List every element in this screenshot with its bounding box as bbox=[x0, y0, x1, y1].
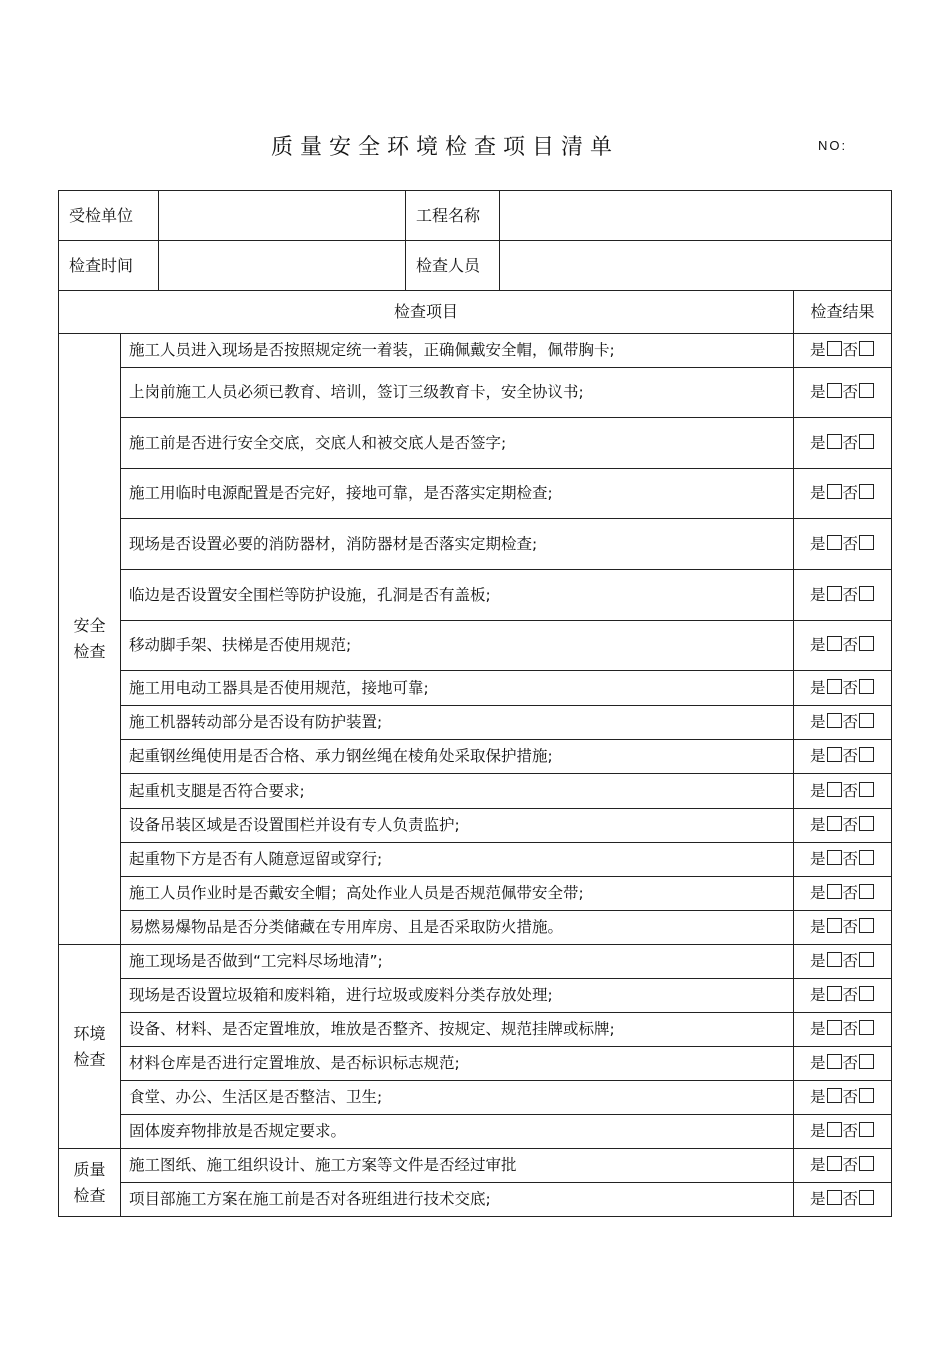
category-label-line1: 安全 bbox=[73, 616, 106, 636]
yes-checkbox[interactable] bbox=[827, 1088, 842, 1103]
no-label: 否 bbox=[842, 816, 859, 835]
yes-label: 是 bbox=[810, 1088, 826, 1107]
checklist-row bbox=[59, 418, 892, 469]
checklist-item-text: 施工前是否进行安全交底，交底人和被交底人是否签字; bbox=[121, 418, 794, 469]
checklist-row bbox=[59, 671, 892, 706]
yes-checkbox[interactable] bbox=[827, 1190, 842, 1205]
checklist-row bbox=[59, 469, 892, 519]
no-checkbox[interactable] bbox=[859, 1088, 874, 1103]
result-cell bbox=[794, 979, 892, 1013]
no-checkbox[interactable] bbox=[859, 816, 874, 831]
no-label: 否 bbox=[842, 1054, 859, 1073]
checklist-item-text: 施工机器转动部分是否设有防护装置; bbox=[121, 706, 794, 740]
checklist-row bbox=[59, 740, 892, 774]
checklist-row bbox=[59, 519, 892, 570]
result-cell bbox=[794, 570, 892, 621]
no-checkbox[interactable] bbox=[859, 1156, 874, 1171]
category-cell bbox=[59, 1149, 121, 1217]
no-checkbox[interactable] bbox=[859, 884, 874, 899]
checklist-item-text: 起重物下方是否有人随意逗留或穿行; bbox=[121, 843, 794, 877]
yes-checkbox[interactable] bbox=[827, 679, 842, 694]
checklist-item-text: 施工图纸、施工组织设计、施工方案等文件是否经过审批 bbox=[121, 1149, 794, 1183]
no-label: 否 bbox=[842, 433, 859, 452]
yes-label: 是 bbox=[810, 585, 826, 604]
no-checkbox[interactable] bbox=[859, 713, 874, 728]
result-cell bbox=[794, 418, 892, 469]
inspected-unit-label: 受检单位 bbox=[59, 191, 159, 241]
yes-label: 是 bbox=[810, 747, 826, 766]
no-checkbox[interactable] bbox=[859, 636, 874, 651]
inspection-time-field[interactable] bbox=[159, 241, 406, 291]
checklist-item-text: 移动脚手架、扶梯是否使用规范; bbox=[121, 621, 794, 671]
no-checkbox[interactable] bbox=[859, 747, 874, 762]
yes-checkbox[interactable] bbox=[827, 816, 842, 831]
checklist-item-text: 上岗前施工人员必须已教育、培训，签订三级教育卡，安全协议书; bbox=[121, 368, 794, 418]
project-name-field[interactable] bbox=[500, 191, 892, 241]
yes-label: 是 bbox=[810, 1122, 826, 1141]
checklist-row bbox=[59, 1013, 892, 1047]
no-checkbox[interactable] bbox=[859, 1020, 874, 1035]
yes-checkbox[interactable] bbox=[827, 1020, 842, 1035]
header-row-2 bbox=[59, 241, 892, 291]
checklist-row bbox=[59, 774, 892, 809]
result-cell bbox=[794, 1183, 892, 1217]
checklist-item-text: 材料仓库是否进行定置堆放、是否标识标志规范; bbox=[121, 1047, 794, 1081]
no-label: 否 bbox=[842, 636, 859, 655]
result-cell bbox=[794, 469, 892, 519]
result-cell bbox=[794, 1115, 892, 1149]
checklist-row bbox=[59, 1047, 892, 1081]
yes-checkbox[interactable] bbox=[827, 986, 842, 1001]
yes-checkbox[interactable] bbox=[827, 952, 842, 967]
inspected-unit-field[interactable] bbox=[159, 191, 406, 241]
no-checkbox[interactable] bbox=[859, 341, 874, 356]
result-cell bbox=[794, 1149, 892, 1183]
checklist-row bbox=[59, 809, 892, 843]
no-label: 否 bbox=[842, 534, 859, 553]
checklist-row bbox=[59, 334, 892, 368]
result-column-header: 检查结果 bbox=[794, 291, 892, 334]
category-cell bbox=[59, 334, 121, 945]
checklist-row bbox=[59, 570, 892, 621]
yes-label: 是 bbox=[810, 484, 826, 503]
yes-label: 是 bbox=[810, 341, 826, 360]
yes-label: 是 bbox=[810, 1190, 826, 1209]
project-name-label: 工程名称 bbox=[406, 191, 500, 241]
yes-checkbox[interactable] bbox=[827, 1054, 842, 1069]
no-checkbox[interactable] bbox=[859, 1054, 874, 1069]
yes-checkbox[interactable] bbox=[827, 1122, 842, 1137]
category-label-line2: 检查 bbox=[73, 1049, 106, 1069]
items-column-header: 检查项目 bbox=[59, 291, 794, 334]
no-label: 否 bbox=[842, 952, 859, 971]
checklist-item-text: 施工用临时电源配置是否完好，接地可靠，是否落实定期检查; bbox=[121, 469, 794, 519]
checklist-item-text: 食堂、办公、生活区是否整洁、卫生; bbox=[121, 1081, 794, 1115]
checklist-row bbox=[59, 911, 892, 945]
category-label-line2: 检查 bbox=[73, 642, 106, 661]
checklist-item-text: 起重钢丝绳使用是否合格、承力钢丝绳在棱角处采取保护措施; bbox=[121, 740, 794, 774]
serial-number-label: NO: bbox=[818, 138, 848, 153]
yes-label: 是 bbox=[810, 918, 826, 937]
no-label: 否 bbox=[842, 781, 859, 800]
yes-checkbox[interactable] bbox=[827, 586, 842, 601]
header-row-1 bbox=[59, 191, 892, 241]
checklist-item-text: 施工用电动工器具是否使用规范，接地可靠; bbox=[121, 671, 794, 706]
category-label-line1: 质量 bbox=[73, 1159, 106, 1179]
checklist-row bbox=[59, 1081, 892, 1115]
yes-checkbox[interactable] bbox=[827, 434, 842, 449]
no-label: 否 bbox=[842, 678, 859, 697]
no-checkbox[interactable] bbox=[859, 918, 874, 933]
result-cell bbox=[794, 911, 892, 945]
no-label: 否 bbox=[842, 1156, 859, 1175]
checklist-item-text: 现场是否设置垃圾箱和废料箱，进行垃圾或废料分类存放处理; bbox=[121, 979, 794, 1013]
yes-checkbox[interactable] bbox=[827, 713, 842, 728]
result-cell bbox=[794, 621, 892, 671]
no-checkbox[interactable] bbox=[859, 952, 874, 967]
no-label: 否 bbox=[842, 884, 859, 903]
no-label: 否 bbox=[842, 383, 859, 402]
inspection-table bbox=[58, 190, 892, 1217]
yes-checkbox[interactable] bbox=[827, 484, 842, 499]
result-cell bbox=[794, 740, 892, 774]
result-cell bbox=[794, 706, 892, 740]
category-label-line1: 环境 bbox=[73, 1023, 106, 1043]
yes-label: 是 bbox=[810, 952, 826, 971]
result-cell bbox=[794, 945, 892, 979]
yes-checkbox[interactable] bbox=[827, 383, 842, 398]
no-label: 否 bbox=[842, 986, 859, 1005]
yes-label: 是 bbox=[810, 986, 826, 1005]
result-cell bbox=[794, 1081, 892, 1115]
yes-label: 是 bbox=[810, 1054, 826, 1073]
no-label: 否 bbox=[842, 713, 859, 732]
yes-checkbox[interactable] bbox=[827, 636, 842, 651]
no-label: 否 bbox=[842, 341, 859, 360]
result-cell bbox=[794, 1047, 892, 1081]
yes-label: 是 bbox=[810, 884, 826, 903]
checklist-row bbox=[59, 621, 892, 671]
result-cell bbox=[794, 368, 892, 418]
checklist-row bbox=[59, 368, 892, 418]
no-label: 否 bbox=[842, 484, 859, 503]
yes-label: 是 bbox=[810, 816, 826, 835]
yes-checkbox[interactable] bbox=[827, 747, 842, 762]
checklist-item-text: 起重机支腿是否符合要求; bbox=[121, 774, 794, 809]
no-checkbox[interactable] bbox=[859, 986, 874, 1001]
result-cell bbox=[794, 877, 892, 911]
checklist-item-text: 施工现场是否做到“工完料尽场地清”; bbox=[121, 945, 794, 979]
checklist-item-text: 设备吊装区域是否设置围栏并设有专人负责监护; bbox=[121, 809, 794, 843]
checklist-item-text: 施工人员进入现场是否按照规定统一着装，正确佩戴安全帽，佩带胸卡; bbox=[121, 334, 794, 368]
no-label: 否 bbox=[842, 850, 859, 869]
no-label: 否 bbox=[842, 1190, 859, 1209]
no-checkbox[interactable] bbox=[859, 434, 874, 449]
checklist-item-text: 临边是否设置安全围栏等防护设施，孔洞是否有盖板; bbox=[121, 570, 794, 621]
no-label: 否 bbox=[842, 1088, 859, 1107]
column-header-row bbox=[59, 291, 892, 334]
result-cell bbox=[794, 809, 892, 843]
checklist-item-text: 固体废弃物排放是否规定要求。 bbox=[121, 1115, 794, 1149]
checklist-item-text: 设备、材料、是否定置堆放，堆放是否整齐、按规定、规范挂牌或标牌; bbox=[121, 1013, 794, 1047]
checklist-row bbox=[59, 1149, 892, 1183]
result-cell bbox=[794, 1013, 892, 1047]
checklist-row bbox=[59, 1183, 892, 1217]
checklist-row bbox=[59, 877, 892, 911]
no-label: 否 bbox=[842, 1122, 859, 1141]
checklist-item-text: 项目部施工方案在施工前是否对各班组进行技术交底; bbox=[121, 1183, 794, 1217]
yes-label: 是 bbox=[810, 636, 826, 655]
no-checkbox[interactable] bbox=[859, 1122, 874, 1137]
yes-label: 是 bbox=[810, 781, 826, 800]
yes-label: 是 bbox=[810, 383, 826, 402]
no-label: 否 bbox=[842, 1020, 859, 1039]
result-cell bbox=[794, 671, 892, 706]
no-checkbox[interactable] bbox=[859, 850, 874, 865]
yes-checkbox[interactable] bbox=[827, 884, 842, 899]
document-title: 质量安全环境检查项目清单 bbox=[270, 135, 619, 160]
inspector-field[interactable] bbox=[500, 241, 892, 291]
yes-checkbox[interactable] bbox=[827, 1156, 842, 1171]
yes-label: 是 bbox=[810, 1020, 826, 1039]
result-cell bbox=[794, 774, 892, 809]
category-cell bbox=[59, 945, 121, 1149]
inspector-label: 检查人员 bbox=[406, 241, 500, 291]
no-checkbox[interactable] bbox=[859, 782, 874, 797]
no-checkbox[interactable] bbox=[859, 535, 874, 550]
yes-label: 是 bbox=[810, 713, 826, 732]
no-checkbox[interactable] bbox=[859, 586, 874, 601]
no-label: 否 bbox=[842, 918, 859, 937]
yes-checkbox[interactable] bbox=[827, 918, 842, 933]
yes-label: 是 bbox=[810, 678, 826, 697]
yes-label: 是 bbox=[810, 1156, 826, 1175]
checklist-row bbox=[59, 979, 892, 1013]
yes-checkbox[interactable] bbox=[827, 341, 842, 356]
yes-label: 是 bbox=[810, 433, 826, 452]
checklist-item-text: 施工人员作业时是否戴安全帽；高处作业人员是否规范佩带安全带; bbox=[121, 877, 794, 911]
checklist-row bbox=[59, 1115, 892, 1149]
yes-label: 是 bbox=[810, 850, 826, 869]
checklist-row bbox=[59, 706, 892, 740]
no-checkbox[interactable] bbox=[859, 484, 874, 499]
result-cell bbox=[794, 843, 892, 877]
no-checkbox[interactable] bbox=[859, 679, 874, 694]
no-checkbox[interactable] bbox=[859, 383, 874, 398]
yes-checkbox[interactable] bbox=[827, 782, 842, 797]
category-label-line2: 检查 bbox=[73, 1185, 106, 1205]
yes-checkbox[interactable] bbox=[827, 850, 842, 865]
checklist-item-text: 易燃易爆物品是否分类储藏在专用库房、且是否采取防火措施。 bbox=[121, 911, 794, 945]
yes-checkbox[interactable] bbox=[827, 535, 842, 550]
no-label: 否 bbox=[842, 585, 859, 604]
checklist-row bbox=[59, 843, 892, 877]
yes-label: 是 bbox=[810, 534, 826, 553]
checklist-row bbox=[59, 945, 892, 979]
inspection-time-label: 检查时间 bbox=[59, 241, 159, 291]
no-checkbox[interactable] bbox=[859, 1190, 874, 1205]
result-cell bbox=[794, 334, 892, 368]
checklist-item-text: 现场是否设置必要的消防器材，消防器材是否落实定期检查; bbox=[121, 519, 794, 570]
result-cell bbox=[794, 519, 892, 570]
no-label: 否 bbox=[842, 747, 859, 766]
